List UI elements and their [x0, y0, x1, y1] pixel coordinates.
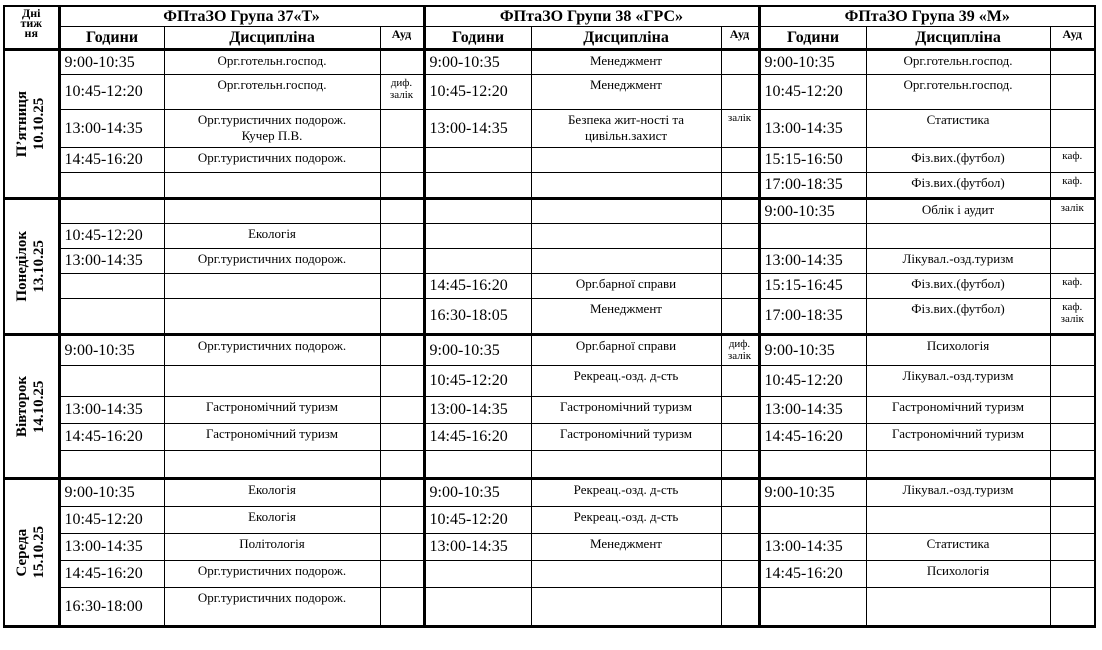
time-cell: 13:00-14:35 — [424, 397, 531, 424]
discipline-cell: Гастрономічний туризм — [531, 397, 721, 424]
discipline-cell: Орг.туристичних подорож. Кучер П.В. — [164, 110, 380, 148]
time-cell — [424, 249, 531, 274]
time-cell: 9:00-10:35 — [759, 50, 866, 75]
room-cell: каф. — [1050, 274, 1095, 299]
day-column-header: Дні тиж ня — [4, 6, 59, 50]
time-column-header: Години — [59, 27, 164, 50]
room-cell — [1050, 588, 1095, 627]
time-cell: 17:00-18:35 — [759, 299, 866, 335]
time-cell: 10:45-12:20 — [759, 366, 866, 397]
room-cell — [1050, 224, 1095, 249]
discipline-cell: Менеджмент — [531, 75, 721, 110]
room-cell — [1050, 561, 1095, 588]
room-cell — [721, 479, 759, 507]
time-cell — [59, 173, 164, 199]
discipline-cell: Менеджмент — [531, 534, 721, 561]
discipline-cell — [531, 561, 721, 588]
time-cell: 16:30-18:05 — [424, 299, 531, 335]
room-cell: диф. залік — [380, 75, 424, 110]
discipline-cell: Лікувал.-озд.туризм — [866, 479, 1050, 507]
room-cell — [721, 75, 759, 110]
room-cell — [380, 199, 424, 224]
day-label — [4, 335, 59, 479]
time-column-header: Години — [759, 27, 866, 50]
discipline-cell: Орг.туристичних подорож. — [164, 561, 380, 588]
schedule-row — [4, 534, 1095, 561]
room-cell — [721, 199, 759, 224]
time-cell — [759, 588, 866, 627]
room-cell — [721, 424, 759, 451]
room-cell — [380, 561, 424, 588]
discipline-cell: Статистика — [866, 534, 1050, 561]
discipline-cell — [531, 588, 721, 627]
discipline-cell — [866, 451, 1050, 479]
time-column-header: Години — [424, 27, 531, 50]
room-cell — [380, 173, 424, 199]
day-name: Середа — [14, 528, 31, 577]
time-cell: 13:00-14:35 — [759, 534, 866, 561]
time-cell: 14:45-16:20 — [59, 424, 164, 451]
room-column-header: Ауд — [1050, 27, 1095, 50]
discipline-cell: Гастрономічний туризм — [164, 397, 380, 424]
day-name: Вівторок — [14, 375, 31, 438]
time-cell: 9:00-10:35 — [59, 335, 164, 366]
room-cell: каф. — [1050, 148, 1095, 173]
schedule-row — [4, 148, 1095, 173]
time-cell: 10:45-12:20 — [424, 75, 531, 110]
room-cell — [721, 561, 759, 588]
discipline-cell: Рекреац.-озд. д-сть — [531, 479, 721, 507]
time-cell: 10:45-12:20 — [424, 507, 531, 534]
schedule-row — [4, 299, 1095, 335]
room-cell — [721, 50, 759, 75]
day-date: 13.10.25 — [31, 240, 48, 293]
time-cell — [424, 199, 531, 224]
discipline-column-header: Дисципліна — [164, 27, 380, 50]
discipline-cell: Рекреац.-озд. д-сть — [531, 366, 721, 397]
discipline-cell — [531, 148, 721, 173]
time-cell — [59, 274, 164, 299]
time-cell — [59, 299, 164, 335]
time-cell — [424, 224, 531, 249]
time-cell: 13:00-14:35 — [424, 110, 531, 148]
room-cell — [1050, 451, 1095, 479]
discipline-cell — [531, 249, 721, 274]
discipline-cell — [164, 299, 380, 335]
schedule-row — [4, 75, 1095, 110]
room-cell — [1050, 335, 1095, 366]
room-cell — [1050, 397, 1095, 424]
discipline-cell — [164, 274, 380, 299]
schedule-row — [4, 274, 1095, 299]
discipline-cell: Політологія — [164, 534, 380, 561]
discipline-column-header: Дисципліна — [866, 27, 1050, 50]
room-cell — [721, 366, 759, 397]
schedule-table — [3, 5, 1096, 628]
discipline-cell: Лікувал.-озд.туризм — [866, 366, 1050, 397]
discipline-cell: Екологія — [164, 224, 380, 249]
room-cell — [721, 397, 759, 424]
discipline-cell: Облік і аудит — [866, 199, 1050, 224]
room-column-header: Ауд — [721, 27, 759, 50]
time-cell: 15:15-16:45 — [759, 274, 866, 299]
room-cell — [1050, 366, 1095, 397]
discipline-cell: Фіз.вих.(футбол) — [866, 148, 1050, 173]
discipline-cell: Безпека жит-ності та цивільн.захист — [531, 110, 721, 148]
discipline-cell: Статистика — [866, 110, 1050, 148]
room-cell: каф. залік — [1050, 299, 1095, 335]
group-39-header: ФПтаЗО Група 39 «М» — [759, 6, 1095, 27]
room-cell — [721, 299, 759, 335]
time-cell: 10:45-12:20 — [424, 366, 531, 397]
discipline-cell: Орг.готельн.господ. — [164, 50, 380, 75]
day-date: 10.10.25 — [31, 97, 48, 151]
schedule-row — [4, 588, 1095, 627]
discipline-cell: Орг.туристичних подорож. — [164, 148, 380, 173]
time-cell: 13:00-14:35 — [59, 249, 164, 274]
time-cell: 13:00-14:35 — [59, 397, 164, 424]
discipline-cell: Менеджмент — [531, 50, 721, 75]
room-column-header: Ауд — [380, 27, 424, 50]
schedule-row — [4, 397, 1095, 424]
time-cell — [59, 199, 164, 224]
schedule-row — [4, 561, 1095, 588]
time-cell: 14:45-16:20 — [759, 424, 866, 451]
discipline-cell — [164, 451, 380, 479]
room-cell — [721, 274, 759, 299]
time-cell — [759, 507, 866, 534]
time-cell — [424, 173, 531, 199]
room-cell — [380, 224, 424, 249]
discipline-cell: Екологія — [164, 479, 380, 507]
room-cell — [380, 507, 424, 534]
time-cell: 9:00-10:35 — [759, 335, 866, 366]
room-cell — [380, 249, 424, 274]
schedule-row — [4, 50, 1095, 75]
time-cell — [424, 588, 531, 627]
time-cell: 10:45-12:20 — [59, 75, 164, 110]
discipline-cell: Психологія — [866, 335, 1050, 366]
time-cell: 9:00-10:35 — [424, 479, 531, 507]
discipline-cell: Лікувал.-озд.туризм — [866, 249, 1050, 274]
schedule-row — [4, 424, 1095, 451]
time-cell: 13:00-14:35 — [59, 110, 164, 148]
time-cell: 13:00-14:35 — [759, 249, 866, 274]
time-cell: 9:00-10:35 — [59, 50, 164, 75]
time-cell: 9:00-10:35 — [759, 199, 866, 224]
room-cell — [1050, 249, 1095, 274]
room-cell — [721, 148, 759, 173]
room-cell — [380, 366, 424, 397]
discipline-cell: Гастрономічний туризм — [866, 424, 1050, 451]
time-cell — [59, 451, 164, 479]
room-cell: залік — [721, 110, 759, 148]
room-cell — [380, 397, 424, 424]
schedule-row — [4, 366, 1095, 397]
room-cell — [1050, 534, 1095, 561]
time-cell — [759, 451, 866, 479]
room-cell — [380, 148, 424, 173]
discipline-cell: Екологія — [164, 507, 380, 534]
time-cell: 10:45-12:20 — [59, 507, 164, 534]
discipline-cell: Фіз.вих.(футбол) — [866, 299, 1050, 335]
discipline-cell: Менеджмент — [531, 299, 721, 335]
discipline-cell — [531, 199, 721, 224]
schedule-row — [4, 479, 1095, 507]
time-cell — [424, 561, 531, 588]
group-38-header: ФПтаЗО Групи 38 «ГРС» — [424, 6, 759, 27]
day-label — [4, 479, 59, 627]
discipline-cell — [164, 366, 380, 397]
room-cell — [721, 173, 759, 199]
day-name: Понеділок — [14, 231, 31, 302]
time-cell: 16:30-18:00 — [59, 588, 164, 627]
discipline-column-header: Дисципліна — [531, 27, 721, 50]
time-cell: 14:45-16:20 — [759, 561, 866, 588]
discipline-cell — [866, 507, 1050, 534]
time-cell — [59, 366, 164, 397]
time-cell: 13:00-14:35 — [759, 110, 866, 148]
time-cell: 9:00-10:35 — [424, 335, 531, 366]
discipline-cell — [531, 451, 721, 479]
discipline-cell: Гастрономічний туризм — [164, 424, 380, 451]
discipline-cell: Гастрономічний туризм — [866, 397, 1050, 424]
discipline-cell: Орг.туристичних подорож. — [164, 249, 380, 274]
time-cell: 9:00-10:35 — [759, 479, 866, 507]
day-date: 14.10.25 — [31, 380, 48, 433]
room-cell — [380, 588, 424, 627]
day-name: П’ятниця — [14, 90, 31, 158]
time-cell — [759, 224, 866, 249]
day-label — [4, 50, 59, 199]
room-cell: каф. — [1050, 173, 1095, 199]
time-cell: 14:45-16:20 — [59, 148, 164, 173]
room-cell — [380, 451, 424, 479]
room-cell — [380, 335, 424, 366]
discipline-cell: Фіз.вих.(футбол) — [866, 274, 1050, 299]
discipline-cell — [531, 173, 721, 199]
discipline-cell: Фіз.вих.(футбол) — [866, 173, 1050, 199]
time-cell: 10:45-12:20 — [59, 224, 164, 249]
discipline-cell — [164, 173, 380, 199]
schedule-row — [4, 173, 1095, 199]
room-cell — [721, 534, 759, 561]
schedule-row — [4, 507, 1095, 534]
room-cell: залік — [1050, 199, 1095, 224]
group-37-header: ФПтаЗО Група 37«Т» — [59, 6, 424, 27]
discipline-cell: Психологія — [866, 561, 1050, 588]
time-cell — [424, 148, 531, 173]
time-cell: 13:00-14:35 — [759, 397, 866, 424]
discipline-cell: Орг.туристичних подорож. — [164, 588, 380, 627]
time-cell: 14:45-16:20 — [424, 424, 531, 451]
time-cell: 13:00-14:35 — [59, 534, 164, 561]
room-cell — [1050, 50, 1095, 75]
room-cell — [380, 534, 424, 561]
discipline-cell: Орг.туристичних подорож. — [164, 335, 380, 366]
day-date: 15.10.25 — [31, 526, 48, 579]
room-cell — [380, 274, 424, 299]
day-label — [4, 199, 59, 335]
room-cell — [1050, 507, 1095, 534]
room-cell — [380, 110, 424, 148]
discipline-cell: Рекреац.-озд. д-сть — [531, 507, 721, 534]
room-cell — [721, 224, 759, 249]
schedule-row — [4, 110, 1095, 148]
time-cell: 15:15-16:50 — [759, 148, 866, 173]
schedule-row — [4, 249, 1095, 274]
time-cell: 14:45-16:20 — [59, 561, 164, 588]
schedule-row — [4, 224, 1095, 249]
room-cell — [721, 249, 759, 274]
time-cell: 17:00-18:35 — [759, 173, 866, 199]
time-cell: 9:00-10:35 — [424, 50, 531, 75]
room-cell — [721, 507, 759, 534]
room-cell — [1050, 424, 1095, 451]
discipline-cell: Орг.готельн.господ. — [866, 50, 1050, 75]
discipline-cell: Орг.готельн.господ. — [164, 75, 380, 110]
discipline-cell — [866, 588, 1050, 627]
schedule-row — [4, 199, 1095, 224]
room-cell — [380, 479, 424, 507]
room-cell — [1050, 110, 1095, 148]
room-cell — [721, 588, 759, 627]
discipline-cell — [866, 224, 1050, 249]
schedule-row — [4, 451, 1095, 479]
room-cell — [721, 451, 759, 479]
discipline-cell: Орг.барної справи — [531, 335, 721, 366]
time-cell: 10:45-12:20 — [759, 75, 866, 110]
room-cell — [380, 299, 424, 335]
time-cell — [424, 451, 531, 479]
discipline-cell — [531, 224, 721, 249]
discipline-cell: Гастрономічний туризм — [531, 424, 721, 451]
room-cell — [380, 424, 424, 451]
room-cell — [1050, 75, 1095, 110]
time-cell: 13:00-14:35 — [424, 534, 531, 561]
room-cell: диф. залік — [721, 335, 759, 366]
discipline-cell — [164, 199, 380, 224]
discipline-cell: Орг.барної справи — [531, 274, 721, 299]
schedule-row — [4, 335, 1095, 366]
discipline-cell: Орг.готельн.господ. — [866, 75, 1050, 110]
room-cell — [1050, 479, 1095, 507]
time-cell: 9:00-10:35 — [59, 479, 164, 507]
room-cell — [380, 50, 424, 75]
time-cell: 14:45-16:20 — [424, 274, 531, 299]
